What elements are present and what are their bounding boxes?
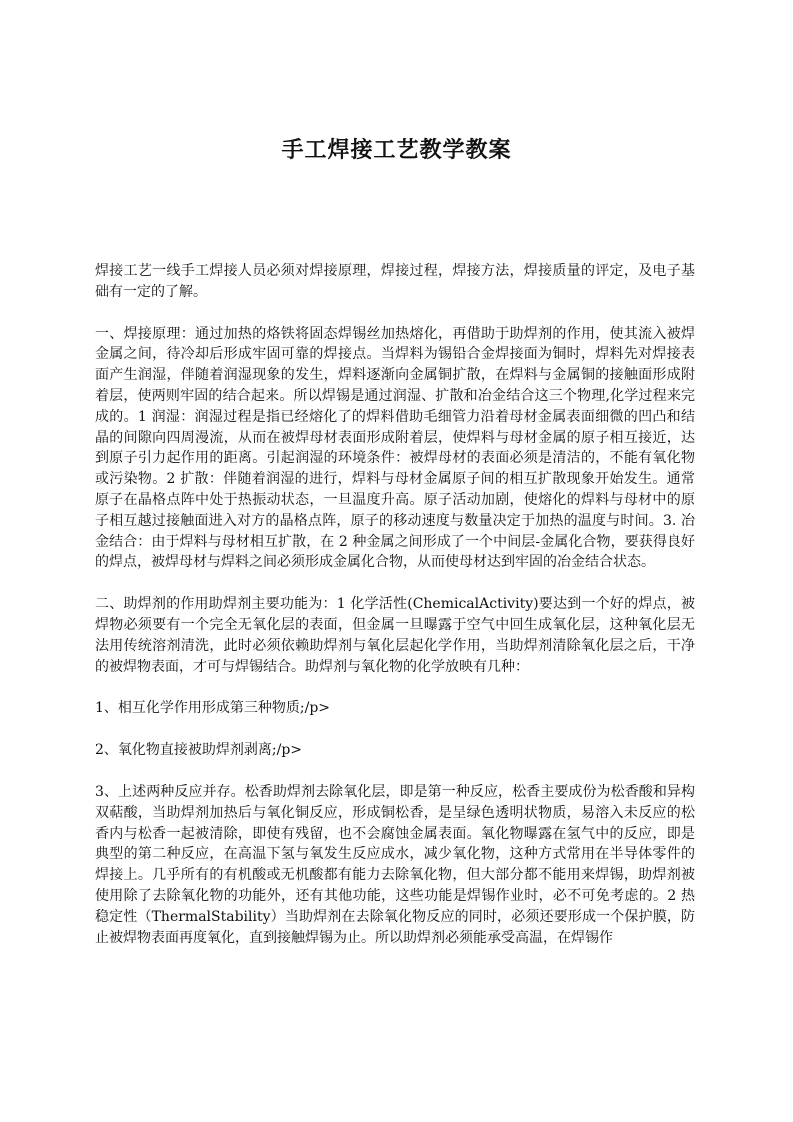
paragraph-reaction-2: 2、氧化物直接被助焊剂剥离;/p> [95, 742, 303, 759]
paragraph-reaction-3: 3、上述两种反应并存。松香助焊剂去除氧化层，即是第一种反应，松香主要成份为松香酸和异构双萜酸，当助焊剂加热后与氧化铜反应，形成铜松香，是呈绿色透明状物质，易溶入未反应的松香内与松香一起被清除，即使有残留，也不会腐蚀金属表面。氧化物曝露在氢气中的反应，即是典型的第二种反应，在高温下氢与氧发生反应成水，减少氧化物，这种方式常用在半导体零件的焊接上。几乎所有的有机酸或无机酸都有能力去除氧化物，但大部分都不能用来焊锡，助焊剂被使用除了去除氧化物的功能外，还有其他功能，这些功能是焊锡作业时，必不可免考虑的。2 热稳定性（ThermalStability）当助焊剂在去除氧化物反应的同时，必须还要形成一个保护膜，防止被焊物表面再度氧化，直到接触焊锡为止。所以助焊剂必须能承受高温，在焊锡作 [95, 783, 695, 946]
paragraph-flux-function: 二、助焊剂的作用助焊剂主要功能为：1 化学活性(ChemicalActivity)要达到一个好的焊点，被焊物必须要有一个完全无氧化层的表面，但金属一旦曝露于空气中回生成氧化层，这种氧化层无法用传统溶剂清洗，此时必须依赖助焊剂与氧化层起化学作用，当助焊剂清除氧化层之后，干净的被焊物表面，才可与焊锡结合。助焊剂与氧化物的化学放映有几种： [95, 596, 695, 675]
paragraph-reaction-1: 1、相互化学作用形成第三种物质;/p> [95, 700, 331, 717]
paragraph-welding-principle: 一、焊接原理：通过加热的烙铁将固态焊锡丝加热熔化，再借助于助焊剂的作用，使其流入被焊金属之间，待冷却后形成牢固可靠的焊接点。当焊料为锡铅合金焊接面为铜时，焊料先对焊接表面产生润湿，伴随着润湿现象的发生，焊料逐渐向金属铜扩散，在焊料与金属铜的接触面形成附着层，使两则牢固的结合起来。所以焊锡是通过润湿、扩散和冶金结合这三个物理,化学过程来完成的。1 润湿：润湿过程是指已经熔化了的焊料借助毛细管力沿着母材金属表面细微的凹凸和结晶的间隙向四周漫流，从而在被焊母材表面形成附着层，使焊料与母材金属的原子相互接近，达到原子引力起作用的距离。引起润湿的环境条件：被焊母材的表面必须是清洁的，不能有氧化物或污染物。2 扩散：伴随着润湿的进行，焊料与母材金属原子间的相互扩散现象开始发生。通常原子在晶格点阵中处于热振动状态，一旦温度升高。原子活动加剧，使熔化的焊料与母材中的原子相互越过接触面进入对方的晶格点阵，原子的移动速度与数量决定于加热的温度与时间。3. 冶金结合：由于焊料与母材相互扩散，在 2 种金属之间形成了一个中间层-金属化合物，要获得良好的焊点，被焊母材与焊料之间必须形成金属化合物，从而使母材达到牢固的冶金结合状态。 [95, 325, 695, 571]
document-body [95, 261, 695, 969]
document-title: 手工焊接工艺教学教案 [281, 138, 512, 163]
paragraph-intro: 焊接工艺一线手工焊接人员必须对焊接原理，焊接过程，焊接方法，焊接质量的评定，及电子基础有一定的了解。 [95, 263, 695, 300]
